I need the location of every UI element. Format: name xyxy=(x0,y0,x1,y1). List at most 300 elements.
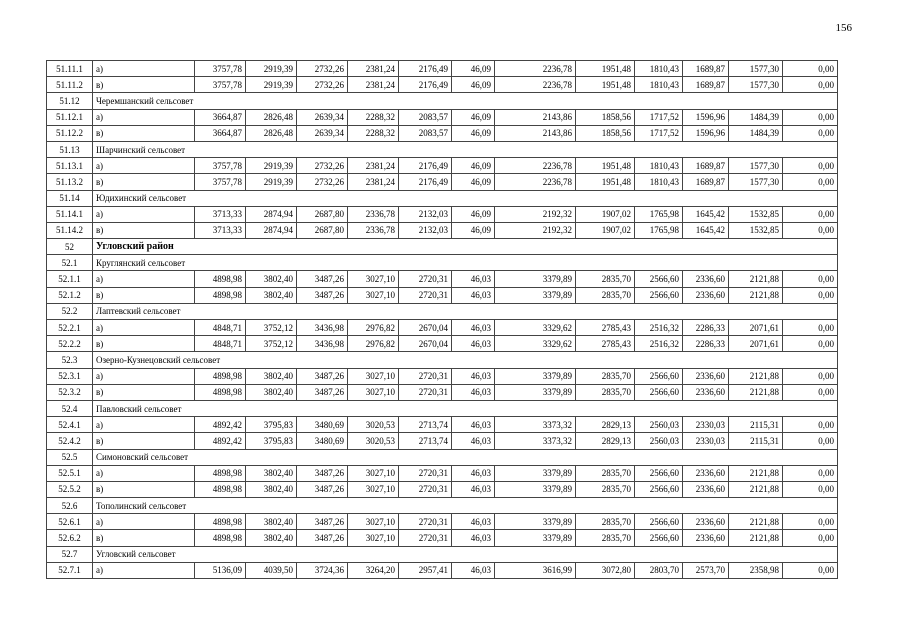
value-cell: 2336,60 xyxy=(683,465,729,481)
row-code: 51.12.1 xyxy=(47,109,93,125)
table-row xyxy=(47,158,838,174)
row-label: в) xyxy=(93,222,195,238)
value-cell: 2121,88 xyxy=(729,384,783,400)
value-cell: 1717,52 xyxy=(635,125,683,141)
row-label: в) xyxy=(93,336,195,352)
value-cell: 3027,10 xyxy=(348,287,399,303)
value-cell: 46,03 xyxy=(452,384,495,400)
section-header-row xyxy=(47,400,838,416)
value-cell: 3436,98 xyxy=(297,320,348,336)
table-row xyxy=(47,465,838,481)
value-cell: 0,00 xyxy=(783,158,838,174)
value-cell: 3379,89 xyxy=(495,271,576,287)
value-cell: 3379,89 xyxy=(495,481,576,497)
value-cell: 1689,87 xyxy=(683,61,729,77)
table-row xyxy=(47,287,838,303)
value-cell: 3487,26 xyxy=(297,514,348,530)
value-cell: 3616,99 xyxy=(495,562,576,578)
value-cell: 2560,03 xyxy=(635,417,683,433)
value-cell: 0,00 xyxy=(783,174,838,190)
value-cell: 2071,61 xyxy=(729,320,783,336)
value-cell: 1484,39 xyxy=(729,109,783,125)
row-label: в) xyxy=(93,174,195,190)
value-cell: 2236,78 xyxy=(495,61,576,77)
section-title: Шарчинский сельсовет xyxy=(93,141,838,157)
value-cell: 3795,83 xyxy=(246,417,297,433)
value-cell: 0,00 xyxy=(783,287,838,303)
value-cell: 2639,34 xyxy=(297,109,348,125)
value-cell: 2115,31 xyxy=(729,417,783,433)
value-cell: 2720,31 xyxy=(399,465,452,481)
value-cell: 1532,85 xyxy=(729,222,783,238)
table-row xyxy=(47,77,838,93)
value-cell: 3752,12 xyxy=(246,320,297,336)
value-cell: 3027,10 xyxy=(348,368,399,384)
value-cell: 2336,60 xyxy=(683,287,729,303)
row-code: 51.13 xyxy=(47,141,93,157)
value-cell: 2785,43 xyxy=(576,336,635,352)
value-cell: 2176,49 xyxy=(399,61,452,77)
row-code: 52.5.1 xyxy=(47,465,93,481)
value-cell: 1765,98 xyxy=(635,222,683,238)
value-cell: 2919,39 xyxy=(246,77,297,93)
row-code: 51.12.2 xyxy=(47,125,93,141)
value-cell: 2381,24 xyxy=(348,174,399,190)
section-title: Озерно-Кузнецовский сельсовет xyxy=(93,352,838,368)
value-cell: 0,00 xyxy=(783,125,838,141)
value-cell: 2336,60 xyxy=(683,530,729,546)
row-code: 52.2.2 xyxy=(47,336,93,352)
section-header-row xyxy=(47,498,838,514)
value-cell: 1596,96 xyxy=(683,125,729,141)
value-cell: 0,00 xyxy=(783,61,838,77)
value-cell: 46,03 xyxy=(452,336,495,352)
section-title: Лаптевский сельсовет xyxy=(93,303,838,319)
value-cell: 2330,03 xyxy=(683,433,729,449)
value-cell: 1765,98 xyxy=(635,206,683,222)
value-cell: 2115,31 xyxy=(729,433,783,449)
row-code: 52.6.1 xyxy=(47,514,93,530)
value-cell: 2687,80 xyxy=(297,206,348,222)
table-row xyxy=(47,61,838,77)
value-cell: 4848,71 xyxy=(195,320,246,336)
value-cell: 2336,60 xyxy=(683,384,729,400)
value-cell: 2874,94 xyxy=(246,222,297,238)
value-cell: 3487,26 xyxy=(297,384,348,400)
row-label: а) xyxy=(93,514,195,530)
value-cell: 2720,31 xyxy=(399,514,452,530)
value-cell: 1532,85 xyxy=(729,206,783,222)
value-cell: 3757,78 xyxy=(195,158,246,174)
value-cell: 3713,33 xyxy=(195,222,246,238)
value-cell: 2121,88 xyxy=(729,465,783,481)
value-cell: 2566,60 xyxy=(635,271,683,287)
value-cell: 2358,98 xyxy=(729,562,783,578)
value-cell: 3027,10 xyxy=(348,481,399,497)
value-cell: 2566,60 xyxy=(635,514,683,530)
value-cell: 3027,10 xyxy=(348,465,399,481)
value-cell: 2286,33 xyxy=(683,320,729,336)
table-row xyxy=(47,562,838,578)
value-cell: 2720,31 xyxy=(399,271,452,287)
table-row xyxy=(47,433,838,449)
value-cell: 3487,26 xyxy=(297,481,348,497)
row-code: 51.11.2 xyxy=(47,77,93,93)
row-code: 51.14.2 xyxy=(47,222,93,238)
value-cell: 1810,43 xyxy=(635,61,683,77)
value-cell: 2720,31 xyxy=(399,530,452,546)
row-code: 52.7 xyxy=(47,546,93,562)
value-cell: 2785,43 xyxy=(576,320,635,336)
value-cell: 3802,40 xyxy=(246,530,297,546)
value-cell: 3487,26 xyxy=(297,368,348,384)
value-cell: 46,09 xyxy=(452,77,495,93)
value-cell: 46,09 xyxy=(452,158,495,174)
row-code: 52.7.1 xyxy=(47,562,93,578)
value-cell: 46,03 xyxy=(452,530,495,546)
value-cell: 2826,48 xyxy=(246,125,297,141)
value-cell: 46,09 xyxy=(452,206,495,222)
value-cell: 2336,60 xyxy=(683,368,729,384)
section-header-row xyxy=(47,546,838,562)
row-code: 52.4 xyxy=(47,400,93,416)
value-cell: 2720,31 xyxy=(399,368,452,384)
row-code: 51.14.1 xyxy=(47,206,93,222)
section-header-row xyxy=(47,352,838,368)
value-cell: 0,00 xyxy=(783,222,838,238)
value-cell: 0,00 xyxy=(783,433,838,449)
value-cell: 2573,70 xyxy=(683,562,729,578)
section-header-row xyxy=(47,93,838,109)
value-cell: 1577,30 xyxy=(729,174,783,190)
value-cell: 2976,82 xyxy=(348,320,399,336)
value-cell: 3795,83 xyxy=(246,433,297,449)
value-cell: 2835,70 xyxy=(576,465,635,481)
value-cell: 46,03 xyxy=(452,320,495,336)
value-cell: 3436,98 xyxy=(297,336,348,352)
value-cell: 3802,40 xyxy=(246,481,297,497)
value-cell: 2143,86 xyxy=(495,109,576,125)
value-cell: 3373,32 xyxy=(495,433,576,449)
value-cell: 2713,74 xyxy=(399,433,452,449)
value-cell: 3664,87 xyxy=(195,125,246,141)
row-code: 52.4.1 xyxy=(47,417,93,433)
value-cell: 2566,60 xyxy=(635,384,683,400)
value-cell: 46,09 xyxy=(452,174,495,190)
table-row xyxy=(47,271,838,287)
value-cell: 2826,48 xyxy=(246,109,297,125)
table-row xyxy=(47,206,838,222)
value-cell: 3752,12 xyxy=(246,336,297,352)
value-cell: 3802,40 xyxy=(246,465,297,481)
value-cell: 0,00 xyxy=(783,562,838,578)
table-row xyxy=(47,125,838,141)
value-cell: 1858,56 xyxy=(576,109,635,125)
value-cell: 46,03 xyxy=(452,433,495,449)
value-cell: 4898,98 xyxy=(195,481,246,497)
value-cell: 3027,10 xyxy=(348,384,399,400)
value-cell: 1810,43 xyxy=(635,174,683,190)
value-cell: 2121,88 xyxy=(729,481,783,497)
row-code: 52.2 xyxy=(47,303,93,319)
row-label: а) xyxy=(93,465,195,481)
value-cell: 2121,88 xyxy=(729,530,783,546)
row-code: 52 xyxy=(47,239,93,255)
value-cell: 2670,04 xyxy=(399,336,452,352)
value-cell: 3487,26 xyxy=(297,530,348,546)
value-cell: 2381,24 xyxy=(348,61,399,77)
table-body xyxy=(47,61,838,579)
value-cell: 1907,02 xyxy=(576,222,635,238)
value-cell: 0,00 xyxy=(783,206,838,222)
value-cell: 4898,98 xyxy=(195,271,246,287)
value-cell: 3802,40 xyxy=(246,287,297,303)
value-cell: 5136,09 xyxy=(195,562,246,578)
value-cell: 1810,43 xyxy=(635,158,683,174)
row-label: а) xyxy=(93,368,195,384)
section-header-row xyxy=(47,190,838,206)
row-code: 52.4.2 xyxy=(47,433,93,449)
value-cell: 2835,70 xyxy=(576,368,635,384)
value-cell: 2720,31 xyxy=(399,384,452,400)
value-cell: 2919,39 xyxy=(246,174,297,190)
section-header-row xyxy=(47,255,838,271)
table-row xyxy=(47,514,838,530)
value-cell: 2732,26 xyxy=(297,158,348,174)
value-cell: 1645,42 xyxy=(683,222,729,238)
value-cell: 3373,32 xyxy=(495,417,576,433)
value-cell: 46,03 xyxy=(452,287,495,303)
value-cell: 2143,86 xyxy=(495,125,576,141)
row-label: а) xyxy=(93,320,195,336)
value-cell: 3020,53 xyxy=(348,433,399,449)
value-cell: 2566,60 xyxy=(635,481,683,497)
value-cell: 46,09 xyxy=(452,61,495,77)
value-cell: 2330,03 xyxy=(683,417,729,433)
value-cell: 3480,69 xyxy=(297,433,348,449)
value-cell: 0,00 xyxy=(783,368,838,384)
value-cell: 46,03 xyxy=(452,271,495,287)
value-cell: 2835,70 xyxy=(576,384,635,400)
row-code: 52.6 xyxy=(47,498,93,514)
value-cell: 1951,48 xyxy=(576,174,635,190)
value-cell: 46,03 xyxy=(452,368,495,384)
value-cell: 46,03 xyxy=(452,514,495,530)
row-code: 52.5.2 xyxy=(47,481,93,497)
row-code: 51.11.1 xyxy=(47,61,93,77)
value-cell: 3487,26 xyxy=(297,287,348,303)
section-title: Симоновский сельсовет xyxy=(93,449,838,465)
row-code: 51.13.2 xyxy=(47,174,93,190)
value-cell: 1717,52 xyxy=(635,109,683,125)
value-cell: 1577,30 xyxy=(729,158,783,174)
value-cell: 1907,02 xyxy=(576,206,635,222)
value-cell: 2236,78 xyxy=(495,77,576,93)
value-cell: 2720,31 xyxy=(399,481,452,497)
row-label: а) xyxy=(93,271,195,287)
value-cell: 3072,80 xyxy=(576,562,635,578)
value-cell: 1596,96 xyxy=(683,109,729,125)
value-cell: 3802,40 xyxy=(246,384,297,400)
section-title: Тополинский сельсовет xyxy=(93,498,838,514)
value-cell: 2083,57 xyxy=(399,125,452,141)
row-code: 51.13.1 xyxy=(47,158,93,174)
value-cell: 2566,60 xyxy=(635,287,683,303)
table-row xyxy=(47,417,838,433)
value-cell: 0,00 xyxy=(783,109,838,125)
value-cell: 2176,49 xyxy=(399,174,452,190)
value-cell: 3379,89 xyxy=(495,368,576,384)
value-cell: 0,00 xyxy=(783,336,838,352)
row-code: 51.14 xyxy=(47,190,93,206)
table-row xyxy=(47,336,838,352)
value-cell: 3329,62 xyxy=(495,320,576,336)
value-cell: 2192,32 xyxy=(495,222,576,238)
value-cell: 3757,78 xyxy=(195,174,246,190)
section-title: Юдихинский сельсовет xyxy=(93,190,838,206)
value-cell: 2336,78 xyxy=(348,222,399,238)
value-cell: 1810,43 xyxy=(635,77,683,93)
value-cell: 1858,56 xyxy=(576,125,635,141)
value-cell: 2835,70 xyxy=(576,271,635,287)
value-cell: 2286,33 xyxy=(683,336,729,352)
value-cell: 3724,36 xyxy=(297,562,348,578)
value-cell: 2381,24 xyxy=(348,158,399,174)
value-cell: 2829,13 xyxy=(576,417,635,433)
value-cell: 1951,48 xyxy=(576,61,635,77)
row-code: 52.5 xyxy=(47,449,93,465)
value-cell: 0,00 xyxy=(783,77,838,93)
value-cell: 3487,26 xyxy=(297,465,348,481)
value-cell: 4898,98 xyxy=(195,384,246,400)
value-cell: 2670,04 xyxy=(399,320,452,336)
value-cell: 2336,60 xyxy=(683,481,729,497)
row-label: в) xyxy=(93,384,195,400)
value-cell: 2720,31 xyxy=(399,287,452,303)
section-header-row xyxy=(47,141,838,157)
value-cell: 2639,34 xyxy=(297,125,348,141)
value-cell: 3379,89 xyxy=(495,287,576,303)
row-label: а) xyxy=(93,562,195,578)
value-cell: 4892,42 xyxy=(195,433,246,449)
table-row xyxy=(47,481,838,497)
value-cell: 2132,03 xyxy=(399,222,452,238)
value-cell: 2976,82 xyxy=(348,336,399,352)
value-cell: 2121,88 xyxy=(729,368,783,384)
row-label: в) xyxy=(93,77,195,93)
value-cell: 2516,32 xyxy=(635,320,683,336)
value-cell: 0,00 xyxy=(783,320,838,336)
value-cell: 2176,49 xyxy=(399,77,452,93)
value-cell: 3020,53 xyxy=(348,417,399,433)
value-cell: 2713,74 xyxy=(399,417,452,433)
value-cell: 2835,70 xyxy=(576,287,635,303)
section-title: Угловский сельсовет xyxy=(93,546,838,562)
value-cell: 2566,60 xyxy=(635,465,683,481)
value-cell: 2192,32 xyxy=(495,206,576,222)
value-cell: 46,03 xyxy=(452,417,495,433)
value-cell: 3480,69 xyxy=(297,417,348,433)
row-label: а) xyxy=(93,61,195,77)
value-cell: 2732,26 xyxy=(297,77,348,93)
section-title: Черемшанский сельсовет xyxy=(93,93,838,109)
value-cell: 46,09 xyxy=(452,109,495,125)
value-cell: 1951,48 xyxy=(576,77,635,93)
value-cell: 1645,42 xyxy=(683,206,729,222)
row-code: 52.2.1 xyxy=(47,320,93,336)
value-cell: 3379,89 xyxy=(495,465,576,481)
row-label: в) xyxy=(93,530,195,546)
row-label: а) xyxy=(93,109,195,125)
value-cell: 2288,32 xyxy=(348,125,399,141)
value-cell: 0,00 xyxy=(783,271,838,287)
value-cell: 2732,26 xyxy=(297,61,348,77)
section-title: Круглянский сельсовет xyxy=(93,255,838,271)
value-cell: 3027,10 xyxy=(348,514,399,530)
value-cell: 1484,39 xyxy=(729,125,783,141)
value-cell: 2687,80 xyxy=(297,222,348,238)
value-cell: 1689,87 xyxy=(683,174,729,190)
value-cell: 2829,13 xyxy=(576,433,635,449)
value-cell: 3802,40 xyxy=(246,368,297,384)
value-cell: 2803,70 xyxy=(635,562,683,578)
row-code: 52.3.1 xyxy=(47,368,93,384)
value-cell: 3264,20 xyxy=(348,562,399,578)
row-code: 51.12 xyxy=(47,93,93,109)
value-cell: 2236,78 xyxy=(495,174,576,190)
table-row xyxy=(47,109,838,125)
value-cell: 4039,50 xyxy=(246,562,297,578)
table-row xyxy=(47,384,838,400)
value-cell: 2835,70 xyxy=(576,530,635,546)
value-cell: 4898,98 xyxy=(195,514,246,530)
value-cell: 0,00 xyxy=(783,514,838,530)
value-cell: 4898,98 xyxy=(195,287,246,303)
section-header-row xyxy=(47,303,838,319)
value-cell: 46,03 xyxy=(452,481,495,497)
district-header-row xyxy=(47,239,838,255)
value-cell: 2381,24 xyxy=(348,77,399,93)
value-cell: 3757,78 xyxy=(195,77,246,93)
value-cell: 2835,70 xyxy=(576,514,635,530)
row-label: в) xyxy=(93,433,195,449)
row-label: а) xyxy=(93,417,195,433)
value-cell: 4898,98 xyxy=(195,530,246,546)
value-cell: 1577,30 xyxy=(729,77,783,93)
value-cell: 3379,89 xyxy=(495,384,576,400)
value-cell: 2566,60 xyxy=(635,530,683,546)
section-title: Павловский сельсовет xyxy=(93,400,838,416)
value-cell: 0,00 xyxy=(783,384,838,400)
value-cell: 4898,98 xyxy=(195,368,246,384)
value-cell: 0,00 xyxy=(783,481,838,497)
value-cell: 3802,40 xyxy=(246,271,297,287)
value-cell: 3027,10 xyxy=(348,271,399,287)
row-code: 52.3.2 xyxy=(47,384,93,400)
value-cell: 2336,60 xyxy=(683,271,729,287)
table-row xyxy=(47,530,838,546)
row-code: 52.1.2 xyxy=(47,287,93,303)
section-header-row xyxy=(47,449,838,465)
value-cell: 2071,61 xyxy=(729,336,783,352)
value-cell: 2732,26 xyxy=(297,174,348,190)
page-number: 156 xyxy=(835,22,852,34)
row-code: 52.1 xyxy=(47,255,93,271)
row-code: 52.1.1 xyxy=(47,271,93,287)
value-cell: 2288,32 xyxy=(348,109,399,125)
tariff-table xyxy=(46,60,838,579)
value-cell: 2336,78 xyxy=(348,206,399,222)
